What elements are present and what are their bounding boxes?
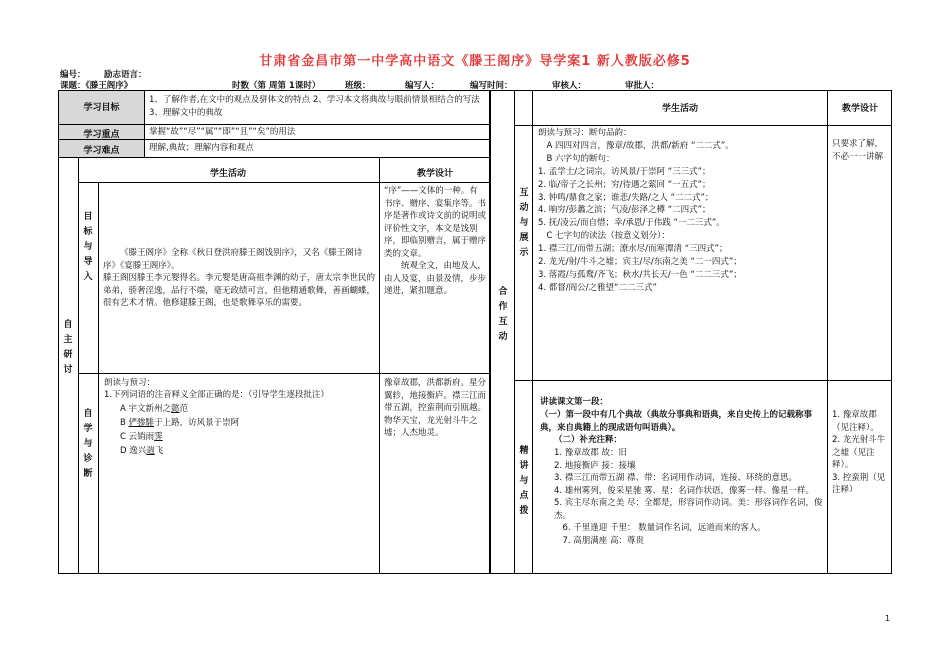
right-block2-label: 精讲与点拨 xyxy=(519,446,529,516)
content-goals: 1、了解作者,在文中的观点及骈体文的特点 2、学习本文将典故与眼前情景相结合的写法 3、理解文中的典故 xyxy=(149,95,480,118)
meta-topic: 课题：《滕王阁序》 xyxy=(60,81,133,91)
label-difficulty: 学习难点 xyxy=(83,146,120,156)
block2-intro: 朗读与预习： xyxy=(104,378,156,388)
meta-hours: 时数（第 周第 1课时） xyxy=(232,81,321,91)
block2-question: 1.下列词语的注音释义全部正确的是：（引导学生逐段批注） xyxy=(104,390,329,400)
right-block1-teacher: 只要求了解，不必一一讲解 xyxy=(832,139,884,162)
right-block2-q1: （一）第一段中有几个典故（典故分事典和语典，来自史传上的记载称事典，来自典籍上的现成语句叫语典）。 xyxy=(540,410,813,433)
left-header-student: 学生活动 xyxy=(209,169,246,179)
option-d[interactable]: D 逸兴遄飞 xyxy=(120,446,164,456)
right-block2-q2: （二）补充注释： xyxy=(554,435,623,445)
page-number: 1 xyxy=(885,614,891,623)
left-header-teacher: 教学设计 xyxy=(416,169,453,179)
right-section-label: 合作互动 xyxy=(498,287,508,342)
right-block2-items: 1. 豫章故郡 故：旧 2. 地接衡庐 接：接壤 3. 襟三江而带五湖 襟、带：名词用作动词，连接、环绕的意思。 4. 雄州雾列，俊采星驰 雾、星：名词作状语，像雾一样、像星一样。 5. 宾主尽东南之美 尽：全都是，形容词作动词。美：形容词作名词，俊杰。 6. 千里逢迎 千里： 数量词作名词，远道而来的客人。 7. 高朋满座 高：尊贵 xyxy=(554,448,823,546)
right-block1-lines: 朗读与预习：断句品韵： A 四四对四言，豫章/故郡，洪都/新府 “二二式”。 B 六字句的断句： 1. 孟学士/之词宗，访风景/于崇阿 “三三式”； 2. 临/帝子之长州；穷/待遇之萦回 “一五式”； 3. 钟鸣/鼎食之家；谁悲/失路/之人 “二二式”； 4. 响穷/彭蠡之滨；气凌/彭泽之樽 “二四式”； 5. 抚/凌云/而自惜；幸/承恩/于伟践 “一二三式”。 C 七字句的读法（按意义划分）： 1. 襟三江/而带五湖；潦水尽/而寒潭清 “三四式”； 2. 龙光/射/牛斗之墟；宾主/尽/东南之美 “二一四式”； 3. 落霞/与孤鹜/齐飞；秋水/共长天/一色 “二二三式”； 4. 都督/阎公/之雅望“二二三式” xyxy=(538,128,742,293)
content-difficulty: 理解,典故；理解内容和观点 xyxy=(149,143,254,153)
document-title: 甘肃省金昌市第一中学高中语文《滕王阁序》导学案1 新人教版必修5 xyxy=(259,54,691,69)
block1-p2: 滕王阁因滕王李元婴得名。李元婴是唐高祖李渊的幼子，唐太宗李世民的弟弟，骄奢淫逸，品行不端，毫无政绩可言，但他精通歌舞，善画蝴蝶，很有艺术才情。他修建滕王阁，也是歌舞享乐的需要。 xyxy=(103,273,376,308)
label-goals: 学习目标 xyxy=(83,103,120,113)
block1-label: 目标与导入 xyxy=(83,212,93,282)
left-table xyxy=(58,90,490,574)
meta-approver: 审批人： xyxy=(625,81,660,91)
meta-date: 编写时间： xyxy=(470,81,513,91)
content-focus: 掌握“故”“尽”“属”“即”“且”“矣”的用法 xyxy=(149,127,296,137)
meta-number: 编号： xyxy=(60,70,86,80)
meta-author: 编写人： xyxy=(405,81,440,91)
option-b[interactable]: B 俨骖騑于上路，访风景于崇阿 xyxy=(120,418,240,428)
block2-teacher: 豫章故郡，洪都新府。星分翼轸，地接衡庐。襟三江而带五湖，控蛮荆而引瓯越。物华天宝，龙光射斗牛之墟；人杰地灵。 xyxy=(384,378,487,438)
meta-class: 班级： xyxy=(345,81,371,91)
right-block2-teacher: 1. 豫章故郡（见注释）。 2. 龙光射斗牛之墟（见注释）。 3. 控蛮荆（见注释） xyxy=(832,410,886,495)
right-header-student: 学生活动 xyxy=(661,104,698,114)
block1-p1: 《滕王阁序》全称《秋日登洪府滕王阁饯别序》，又名《滕王阁诗序》《宴滕王阁序》。 xyxy=(103,248,363,271)
right-block2-heading: 讲读课文第一段： xyxy=(540,397,609,407)
meta-motto: 励志语言： xyxy=(104,70,147,80)
right-header-teacher: 教学设计 xyxy=(841,104,878,114)
right-block1-label: 互动与展示 xyxy=(519,188,529,258)
option-c[interactable]: C 云销雨霁 xyxy=(120,432,163,442)
label-focus: 学习重点 xyxy=(83,130,120,140)
block2-label: 自学与诊断 xyxy=(83,409,93,479)
left-section-label: 自主研讨 xyxy=(63,320,73,375)
meta-reviewer: 审核人： xyxy=(552,81,587,91)
option-a[interactable]: A 宇文新州之懿范 xyxy=(120,404,189,414)
block1-teacher: “序”——文体的一种。有书序、赠序、宴集序等。书序是著作或诗文前的说明或评价性文字，本文是饯别序，即临别赠言，属于赠序类的文章。 统观全文，由地及人，由人及宴，由景及情，步步递进，紧扣题意。 xyxy=(384,186,487,296)
